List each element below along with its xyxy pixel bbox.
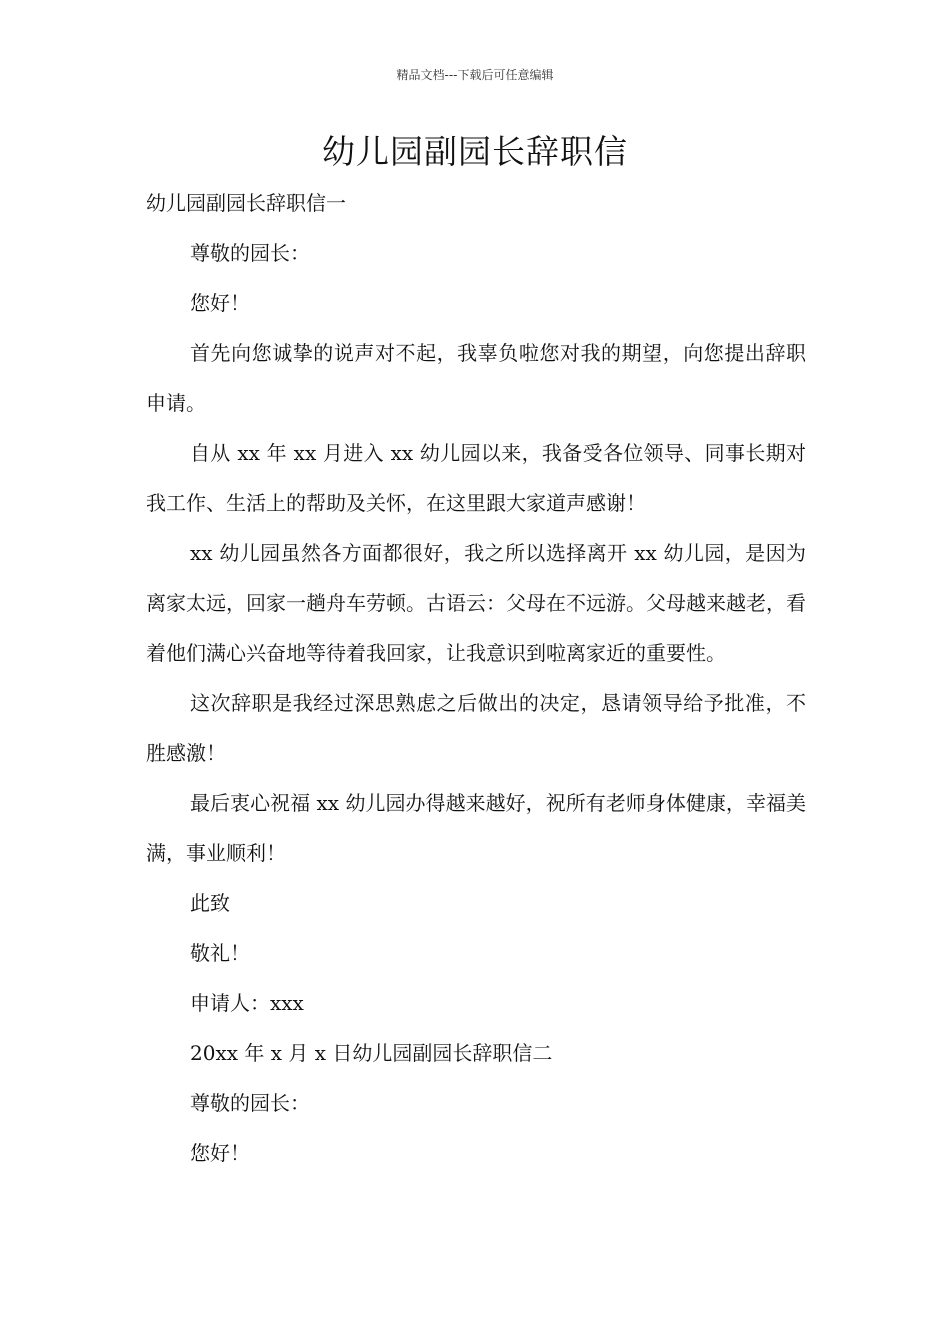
paragraph: 幼儿园副园长辞职信一 [146, 191, 346, 215]
paragraph: 您好！ [190, 1141, 250, 1165]
paragraph: 尊敬的园长： [190, 241, 310, 265]
paragraph: 申请人：xxx [190, 991, 304, 1015]
paragraph: 您好！ [190, 291, 250, 315]
paragraph: xx 幼儿园虽然各方面都很好，我之所以选择离开 xx 幼儿园，是因为离家太远，回家一趟舟车劳顿。古语云：父母在不远游。父母越来越老，看着他们满心兴奋地等待着我回家，让我意识到啦离家近的重要性。 [146, 541, 806, 665]
paragraph: 敬礼！ [190, 941, 250, 965]
paragraph: 20xx 年 x 月 x 日幼儿园副园长辞职信二 [190, 1041, 553, 1065]
paragraph: 最后衷心祝福 xx 幼儿园办得越来越好，祝所有老师身体健康，幸福美满，事业顺利！ [146, 791, 806, 865]
paragraph: 这次辞职是我经过深思熟虑之后做出的决定，恳请领导给予批准，不胜感激！ [146, 691, 806, 765]
paragraph: 首先向您诚挚的说声对不起，我辜负啦您对我的期望，向您提出辞职申请。 [146, 341, 806, 415]
paragraph: 尊敬的园长： [190, 1091, 310, 1115]
paragraph: 自从 xx 年 xx 月进入 xx 幼儿园以来，我备受各位领导、同事长期对我工作、生活上的帮助及关怀，在这里跟大家道声感谢！ [146, 441, 806, 515]
document-body [146, 178, 806, 1178]
paragraph: 此致 [190, 891, 230, 915]
header-note: 精品文档---下载后可任意编辑 [396, 68, 554, 82]
document-title: 幼儿园副园长辞职信 [322, 132, 628, 171]
